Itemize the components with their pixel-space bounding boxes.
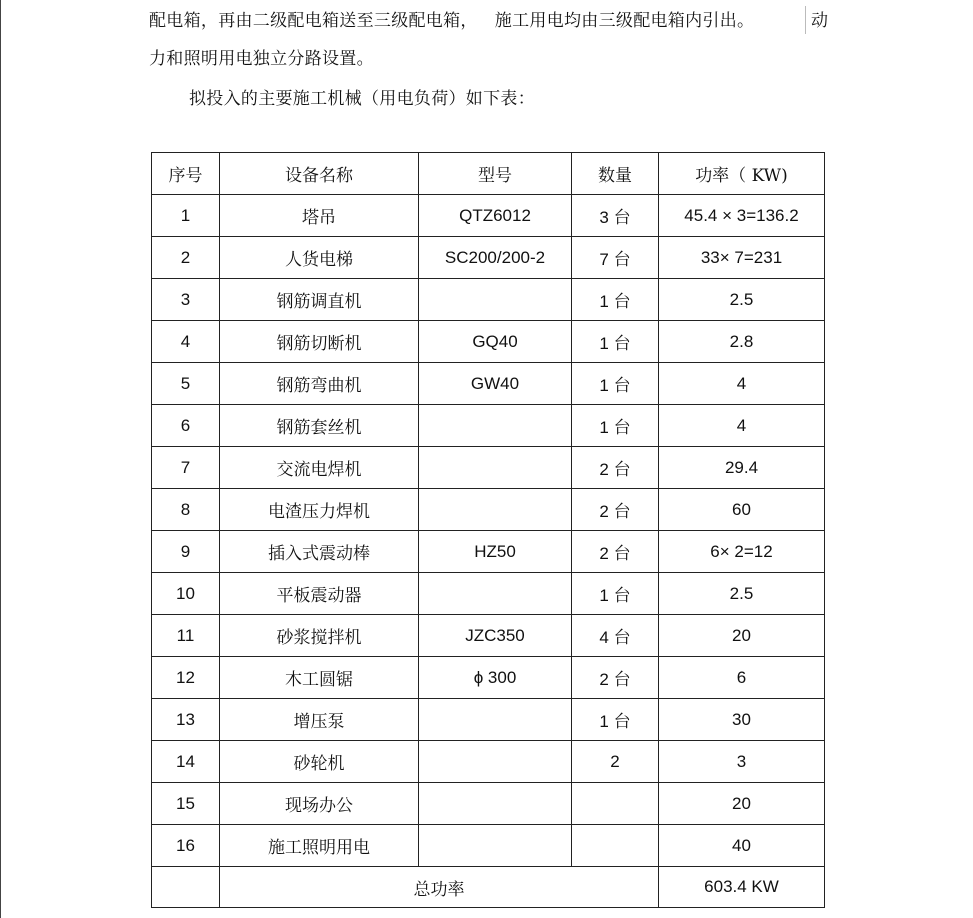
cell-no: 11 bbox=[152, 615, 220, 657]
cell-name: 平板震动器 bbox=[220, 573, 419, 615]
cell-qty: 1 台 bbox=[572, 279, 659, 321]
table-row bbox=[152, 825, 825, 867]
header-power: 功率（ KW) bbox=[659, 153, 825, 195]
cell-power: 4 bbox=[659, 405, 825, 447]
cell-power: 2.5 bbox=[659, 279, 825, 321]
cell-qty: 7 台 bbox=[572, 237, 659, 279]
cell-power: 6× 2=12 bbox=[659, 531, 825, 573]
table-row bbox=[152, 657, 825, 699]
cell-qty: 4 台 bbox=[572, 615, 659, 657]
cell-power: 2.8 bbox=[659, 321, 825, 363]
cell-name: 现场办公 bbox=[220, 783, 419, 825]
table-row bbox=[152, 237, 825, 279]
table-row bbox=[152, 447, 825, 489]
cell-model: ϕ 300 bbox=[419, 657, 572, 699]
cell-qty: 1 台 bbox=[572, 699, 659, 741]
cell-power: 20 bbox=[659, 783, 825, 825]
cell-model bbox=[419, 825, 572, 867]
paragraph-line-1: 配电箱，再由二级配电箱送至三级配电箱， 施工用电均由三级配电箱内引出。 bbox=[149, 11, 755, 31]
cell-no: 9 bbox=[152, 531, 220, 573]
cell-power: 6 bbox=[659, 657, 825, 699]
cell-power: 60 bbox=[659, 489, 825, 531]
cell-no: 3 bbox=[152, 279, 220, 321]
paragraph-line-3: 拟投入的主要施工机械（用电负荷）如下表： bbox=[189, 89, 535, 109]
cell-model bbox=[419, 279, 572, 321]
cell-model: GQ40 bbox=[419, 321, 572, 363]
cell-no: 13 bbox=[152, 699, 220, 741]
cell-power: 2.5 bbox=[659, 573, 825, 615]
cell-model: JZC350 bbox=[419, 615, 572, 657]
cell-no: 14 bbox=[152, 741, 220, 783]
cell-no: 10 bbox=[152, 573, 220, 615]
cell-power: 40 bbox=[659, 825, 825, 867]
paragraph-line-2: 力和照明用电独立分路设置。 bbox=[149, 49, 374, 69]
cell-model bbox=[419, 741, 572, 783]
cell-name: 砂轮机 bbox=[220, 741, 419, 783]
cell-model: QTZ6012 bbox=[419, 195, 572, 237]
cell-name: 钢筋套丝机 bbox=[220, 405, 419, 447]
cell-name: 钢筋调直机 bbox=[220, 279, 419, 321]
cell-no: 8 bbox=[152, 489, 220, 531]
table-row bbox=[152, 573, 825, 615]
cell-qty: 2 台 bbox=[572, 657, 659, 699]
table-row bbox=[152, 783, 825, 825]
cell-name: 砂浆搅拌机 bbox=[220, 615, 419, 657]
cell-power: 30 bbox=[659, 699, 825, 741]
cell-power: 3 bbox=[659, 741, 825, 783]
cell-model bbox=[419, 405, 572, 447]
cell-model bbox=[419, 699, 572, 741]
cell-qty bbox=[572, 783, 659, 825]
table-total-row bbox=[152, 867, 825, 908]
header-name: 设备名称 bbox=[220, 153, 419, 195]
cell-qty: 2 台 bbox=[572, 531, 659, 573]
table-row bbox=[152, 363, 825, 405]
cell-name: 施工照明用电 bbox=[220, 825, 419, 867]
table-row bbox=[152, 531, 825, 573]
cell-no: 5 bbox=[152, 363, 220, 405]
cell-model bbox=[419, 573, 572, 615]
cell-power: 4 bbox=[659, 363, 825, 405]
cell-model: SC200/200-2 bbox=[419, 237, 572, 279]
cell-name: 电渣压力焊机 bbox=[220, 489, 419, 531]
table-row bbox=[152, 741, 825, 783]
table-row bbox=[152, 615, 825, 657]
equipment-load-table bbox=[151, 152, 825, 908]
table-row bbox=[152, 489, 825, 531]
cell-name: 交流电焊机 bbox=[220, 447, 419, 489]
cell-model: GW40 bbox=[419, 363, 572, 405]
cell-name: 人货电梯 bbox=[220, 237, 419, 279]
cell-no: 4 bbox=[152, 321, 220, 363]
table-row bbox=[152, 699, 825, 741]
cell-qty: 1 台 bbox=[572, 573, 659, 615]
cell-no: 16 bbox=[152, 825, 220, 867]
cell-qty bbox=[572, 825, 659, 867]
total-empty-cell bbox=[152, 867, 220, 908]
cell-no: 12 bbox=[152, 657, 220, 699]
cell-power: 20 bbox=[659, 615, 825, 657]
text-cursor-marker bbox=[805, 6, 806, 34]
cell-qty: 1 台 bbox=[572, 405, 659, 447]
cell-qty: 1 台 bbox=[572, 363, 659, 405]
cell-power: 45.4 × 3=136.2 bbox=[659, 195, 825, 237]
paragraph-line-1-tail: 动 bbox=[811, 11, 829, 31]
cell-qty: 2 台 bbox=[572, 447, 659, 489]
cell-power: 33× 7=231 bbox=[659, 237, 825, 279]
total-label: 总功率 bbox=[220, 867, 659, 908]
cell-name: 钢筋切断机 bbox=[220, 321, 419, 363]
cell-qty: 2 台 bbox=[572, 489, 659, 531]
table-header-row bbox=[152, 153, 825, 195]
table-row bbox=[152, 279, 825, 321]
total-value: 603.4 KW bbox=[659, 867, 825, 908]
cell-qty: 2 bbox=[572, 741, 659, 783]
cell-model bbox=[419, 489, 572, 531]
header-no: 序号 bbox=[152, 153, 220, 195]
cell-no: 15 bbox=[152, 783, 220, 825]
cell-no: 7 bbox=[152, 447, 220, 489]
cell-model bbox=[419, 783, 572, 825]
cell-no: 1 bbox=[152, 195, 220, 237]
table-row bbox=[152, 405, 825, 447]
cell-name: 木工圆锯 bbox=[220, 657, 419, 699]
cell-model bbox=[419, 447, 572, 489]
header-qty: 数量 bbox=[572, 153, 659, 195]
cell-name: 插入式震动棒 bbox=[220, 531, 419, 573]
cell-qty: 1 台 bbox=[572, 321, 659, 363]
cell-name: 增压泵 bbox=[220, 699, 419, 741]
header-model: 型号 bbox=[419, 153, 572, 195]
cell-name: 钢筋弯曲机 bbox=[220, 363, 419, 405]
cell-name: 塔吊 bbox=[220, 195, 419, 237]
cell-no: 6 bbox=[152, 405, 220, 447]
cell-model: HZ50 bbox=[419, 531, 572, 573]
cell-no: 2 bbox=[152, 237, 220, 279]
table-row bbox=[152, 321, 825, 363]
cell-power: 29.4 bbox=[659, 447, 825, 489]
cell-qty: 3 台 bbox=[572, 195, 659, 237]
table-row bbox=[152, 195, 825, 237]
